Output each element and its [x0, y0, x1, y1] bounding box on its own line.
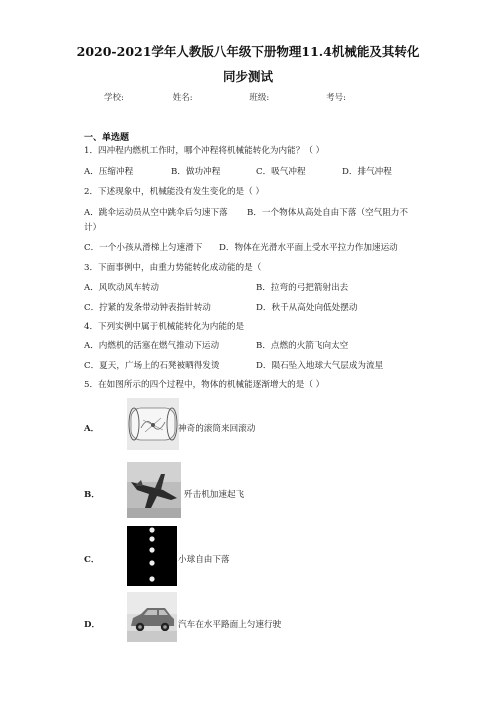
exam-number-label: 考号:	[326, 93, 346, 103]
document-title: 2020-2021学年人教版八年级下册物理11.4机械能及其转化	[76, 44, 420, 59]
question-5-option-d-letter: D．	[84, 620, 101, 630]
question-1-stem: 1．四冲程内燃机工作时，哪个冲程将机械能转化为内能？（ ）	[84, 146, 325, 156]
question-4-option-a: A．内燃机的活塞在燃气推动下运动	[84, 341, 220, 351]
question-4-stem: 4．下列实例中属于机械能转化为内能的是	[84, 322, 245, 332]
question-3-option-a: A．风吹动风车转动	[84, 283, 159, 293]
question-3-option-c: C．拧紧的发条带动钟表指针转动	[84, 303, 211, 313]
question-5-option-a-text: 神奇的滚筒来回滚动	[178, 424, 256, 434]
question-5-option-a-letter: A．	[84, 424, 100, 434]
question-3-option-d: D．秋千从高处向低处摆动	[256, 303, 358, 313]
question-5-option-b-text: 歼击机加速起飞	[184, 490, 245, 500]
question-3-option-b: B．拉弯的弓把箭射出去	[256, 283, 349, 293]
question-2-option-c: C．一个小孩从滑梯上匀速滑下	[84, 243, 203, 253]
question-4-option-c: C．夏天，广场上的石凳被晒得发烫	[84, 361, 220, 371]
school-label: 学校:	[104, 93, 124, 103]
student-info-row	[104, 91, 346, 103]
question-4-option-d: D．陨石坠入地球大气层成为流星	[256, 361, 384, 371]
section-heading: 一、单选题	[84, 133, 130, 143]
question-5-option-d-text: 汽车在水平路面上匀速行驶	[178, 620, 282, 630]
name-label: 姓名:	[172, 93, 193, 103]
question-2-option-a: A．跳伞运动员从空中跳伞后匀速下落	[84, 208, 228, 218]
question-2-option-b: B．一个物体从高处自由下落（空气阻力不	[247, 208, 409, 218]
document-subtitle: 同步测试	[222, 69, 273, 84]
question-2-option-b-continued: 计）	[84, 223, 102, 233]
question-1-option-c: C．吸气冲程	[256, 167, 306, 177]
question-5-stem: 5．在如图所示的四个过程中，物体的机械能逐渐增大的是（ ）	[84, 380, 325, 390]
question-5-option-c-text: 小球自由下落	[178, 555, 230, 565]
question-3-stem: 3．下面事例中，由重力势能转化成动能的是（	[84, 263, 262, 273]
car-image	[127, 592, 177, 642]
question-5-option-b-letter: B．	[84, 490, 100, 500]
question-2-stem: 2．下述现象中，机械能没有发生变化的是（ ）	[84, 187, 265, 197]
falling-ball-image	[127, 526, 177, 586]
fighter-jet-image	[127, 462, 181, 518]
question-2-option-d: D．物体在光滑水平面上受水平拉力作加速运动	[219, 243, 398, 253]
question-5-option-c-letter: C．	[84, 555, 100, 565]
question-1-option-d: D．排气冲程	[342, 167, 392, 177]
question-1-option-b: B．做功冲程	[171, 167, 221, 177]
question-1-option-a: A．压缩冲程	[84, 167, 134, 177]
question-4-option-b: B．点燃的火箭飞向太空	[256, 341, 349, 351]
rolling-drum-image	[127, 398, 179, 450]
class-label: 班级:	[249, 93, 270, 103]
